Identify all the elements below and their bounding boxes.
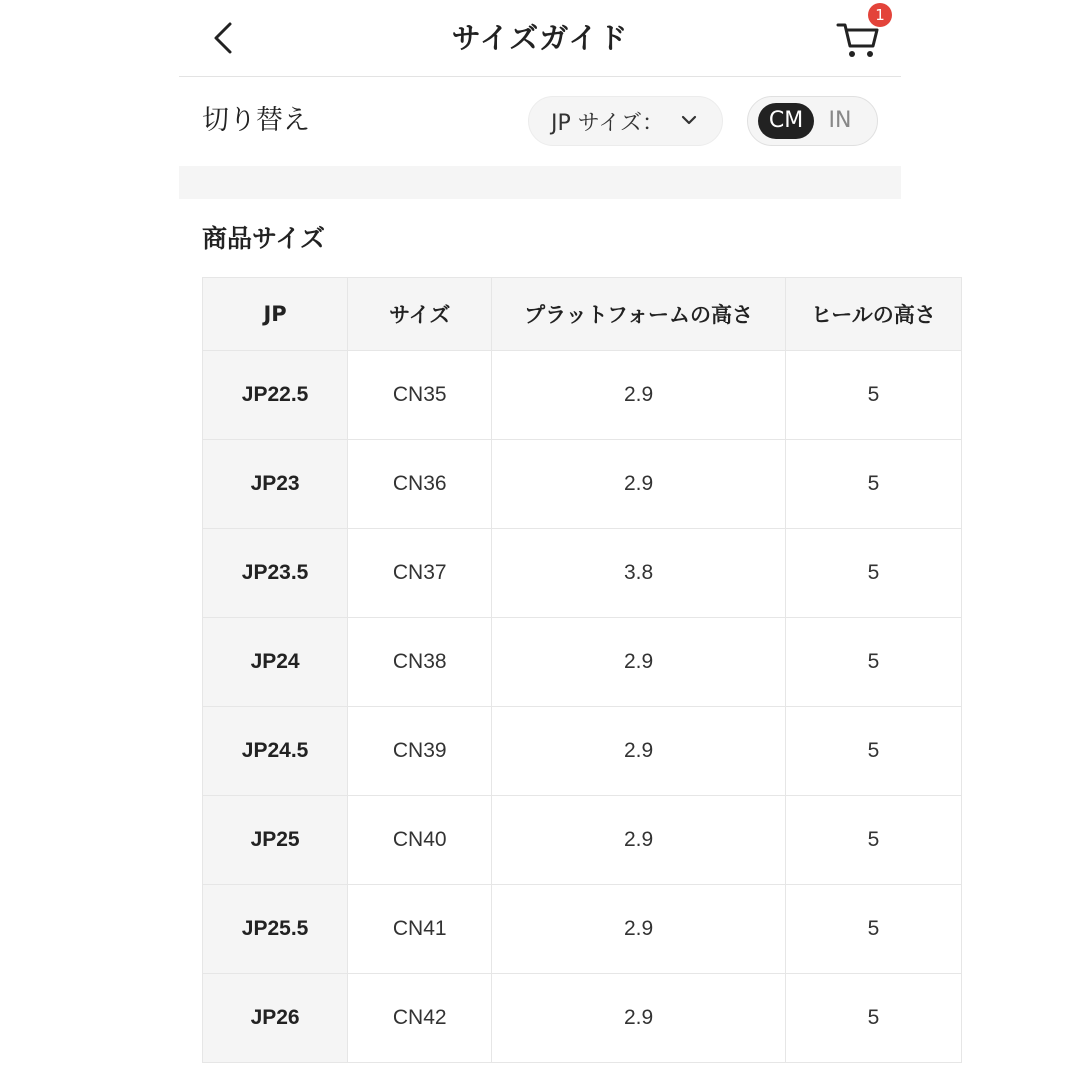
table-cell-platform: 2.9 — [492, 351, 786, 440]
table-header-row — [203, 278, 962, 351]
table-cell-size: CN36 — [348, 440, 492, 529]
table-cell-size: CN41 — [348, 885, 492, 974]
table-cell-jp: JP25 — [203, 796, 348, 885]
table-cell-jp: JP26 — [203, 974, 348, 1063]
table-cell-heel: 5 — [785, 440, 961, 529]
column-header: プラットフォームの高さ — [492, 278, 786, 351]
table-cell-heel: 5 — [785, 707, 961, 796]
table-cell-platform: 2.9 — [492, 974, 786, 1063]
table-cell-jp: JP24 — [203, 618, 348, 707]
section-title: 商品サイズ — [202, 224, 326, 253]
unit-toggle — [747, 96, 878, 146]
column-header: ヒールの高さ — [785, 278, 961, 351]
table-cell-size: CN35 — [348, 351, 492, 440]
table-cell-jp: JP25.5 — [203, 885, 348, 974]
table-cell-size: CN37 — [348, 529, 492, 618]
table-cell-heel: 5 — [785, 529, 961, 618]
switch-label: 切り替え — [202, 105, 310, 136]
table-cell-jp: JP24.5 — [203, 707, 348, 796]
header — [179, 0, 901, 77]
column-header: JP — [203, 278, 348, 351]
table-cell-platform: 2.9 — [492, 618, 786, 707]
chevron-down-icon — [680, 113, 698, 127]
column-header: サイズ — [348, 278, 492, 351]
table-cell-jp: JP23 — [203, 440, 348, 529]
size-table-scroll[interactable] — [202, 277, 936, 1067]
unit-in-option[interactable]: IN — [828, 108, 852, 133]
table-cell-heel: 5 — [785, 618, 961, 707]
toolbar — [179, 77, 901, 166]
table-row — [203, 885, 962, 974]
table-cell-heel: 5 — [785, 974, 961, 1063]
section-divider — [179, 166, 901, 199]
table-cell-platform: 2.9 — [492, 796, 786, 885]
table-cell-heel: 5 — [785, 796, 961, 885]
table-cell-jp: JP23.5 — [203, 529, 348, 618]
table-cell-platform: 2.9 — [492, 440, 786, 529]
table-row — [203, 707, 962, 796]
page-title: サイズガイド — [451, 21, 629, 55]
table-cell-platform: 2.9 — [492, 707, 786, 796]
table-row — [203, 796, 962, 885]
table-cell-size: CN40 — [348, 796, 492, 885]
table-row — [203, 529, 962, 618]
table-row — [203, 440, 962, 529]
size-system-select[interactable] — [528, 96, 723, 146]
table-cell-heel: 5 — [785, 885, 961, 974]
table-cell-platform: 3.8 — [492, 529, 786, 618]
table-row — [203, 351, 962, 440]
table-row — [203, 974, 962, 1063]
unit-cm-option[interactable]: CM — [758, 103, 814, 139]
table-row — [203, 618, 962, 707]
table-cell-jp: JP22.5 — [203, 351, 348, 440]
table-cell-size: CN38 — [348, 618, 492, 707]
table-cell-size: CN39 — [348, 707, 492, 796]
size-guide-panel — [179, 0, 936, 1080]
size-select-label: JP サイズ： — [551, 110, 664, 136]
cart-count-badge: 1 — [868, 3, 892, 27]
size-table — [202, 277, 962, 1063]
table-cell-size: CN42 — [348, 974, 492, 1063]
table-cell-heel: 5 — [785, 351, 961, 440]
table-cell-platform: 2.9 — [492, 885, 786, 974]
